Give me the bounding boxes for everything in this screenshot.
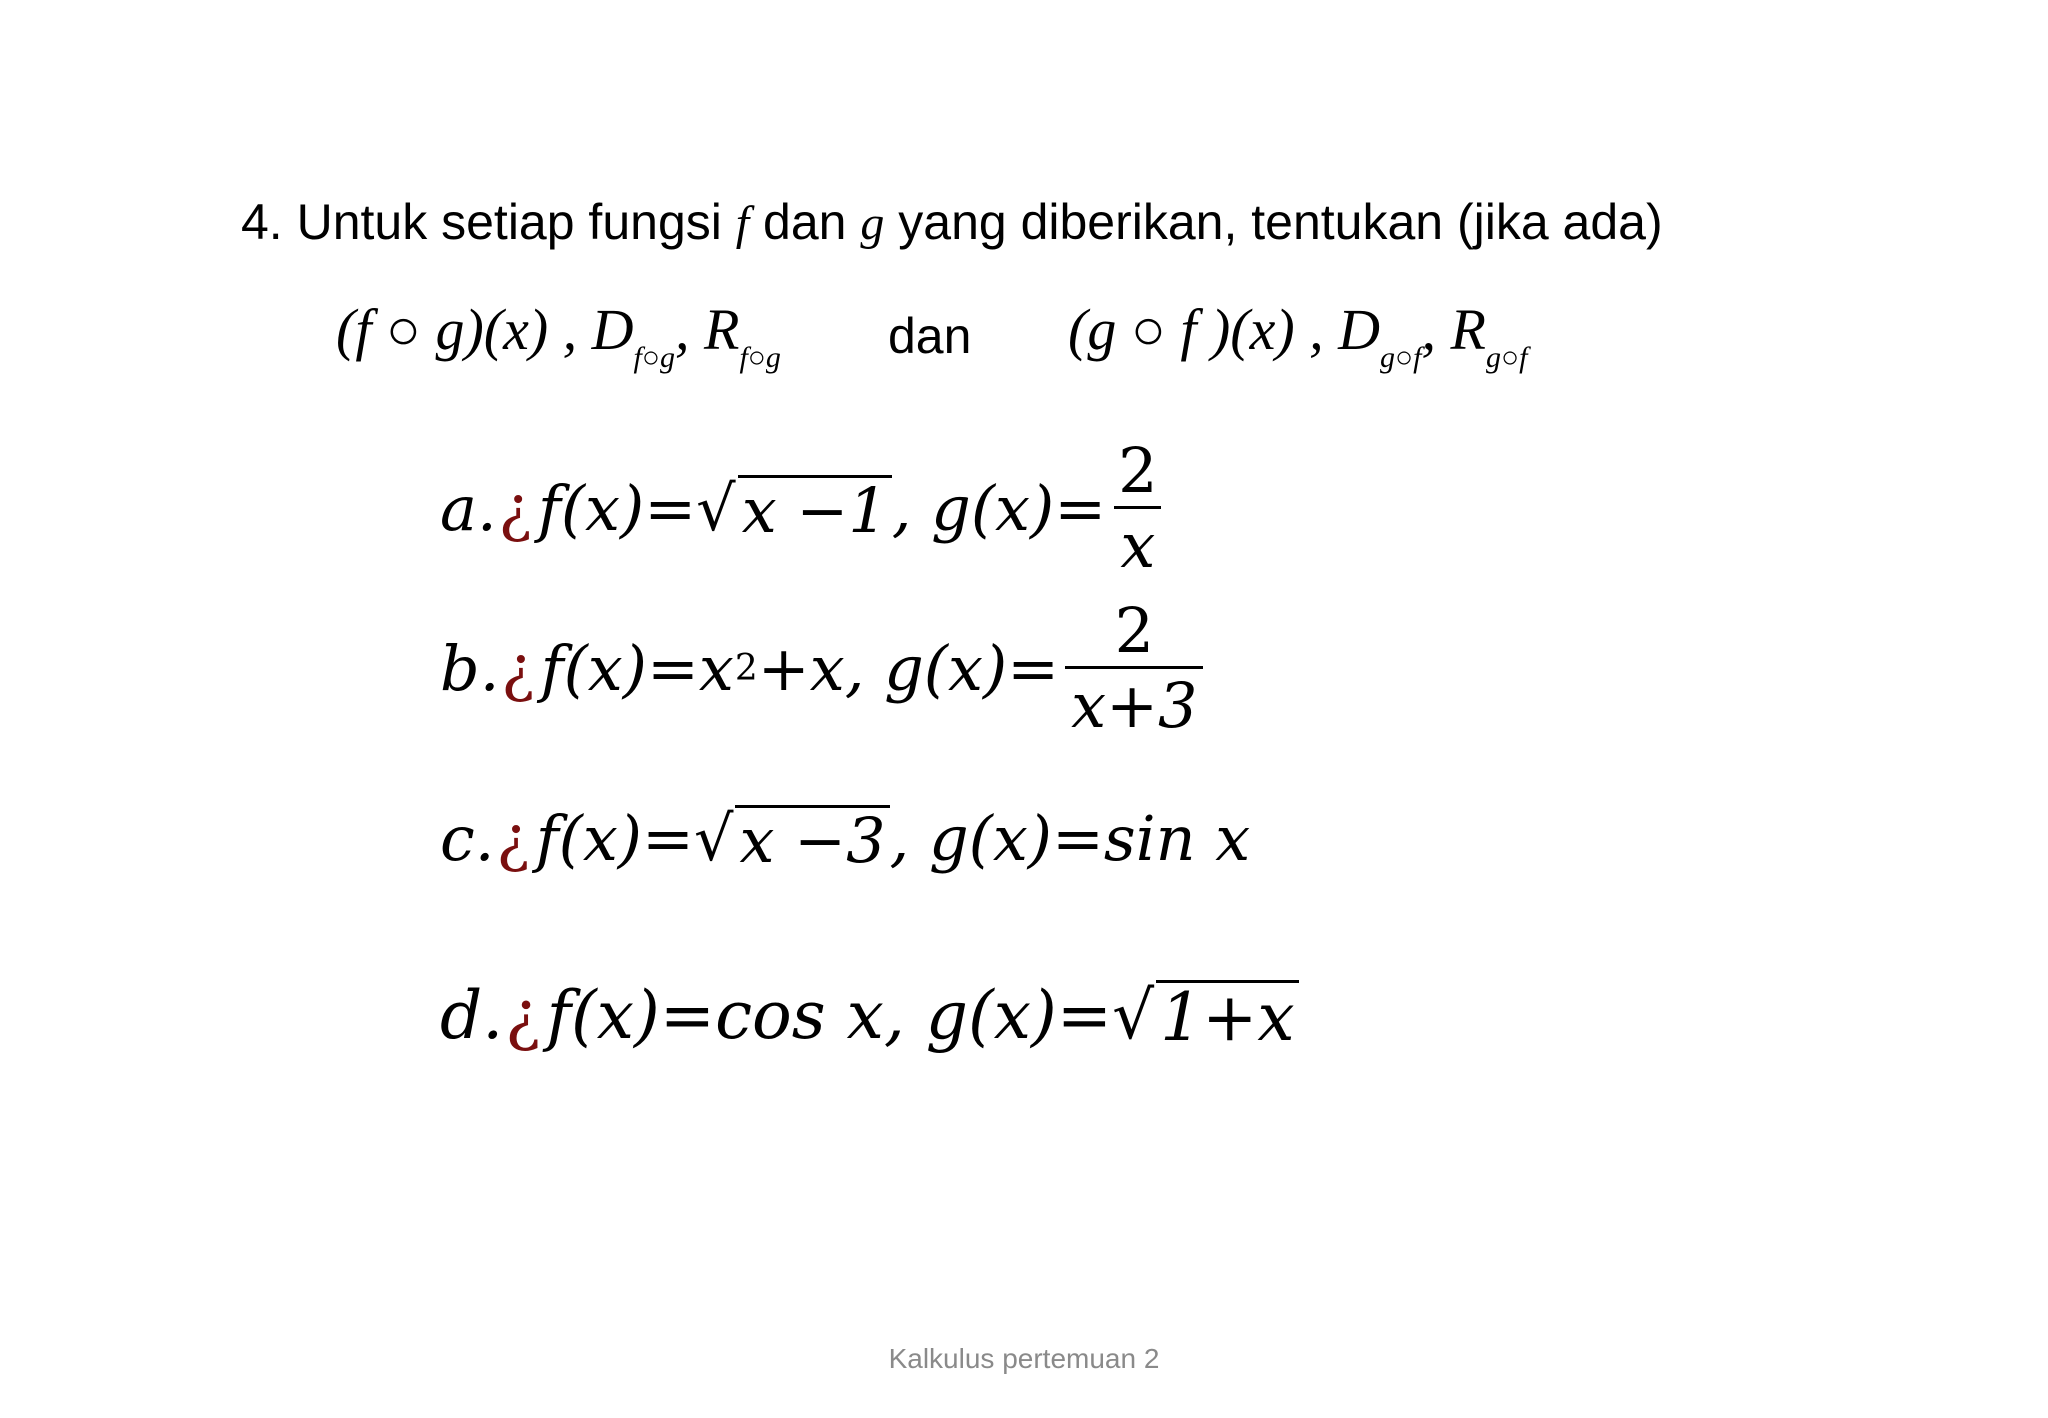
item-a-f-radicand: x −1 xyxy=(738,475,892,542)
composition-dan: dan xyxy=(888,308,972,364)
item-b-f-definition: f(x)=x xyxy=(540,631,734,705)
item-d-f-definition: f(x)=cos x xyxy=(546,976,884,1054)
composition-gf-expression: (g ○ f )(x) , xyxy=(1068,297,1324,362)
item-c-f-definition: f(x)= xyxy=(535,801,694,875)
composition-gf xyxy=(1068,290,1527,398)
item-b xyxy=(440,594,1203,742)
item-a xyxy=(440,434,1164,582)
range-fg-subscript: f○g xyxy=(739,341,781,374)
item-b-f-exponent: 2 xyxy=(734,647,758,689)
function-f-symbol: f xyxy=(735,197,750,250)
item-b-g-denominator: x+3 xyxy=(1065,666,1203,737)
item-d xyxy=(440,976,1299,1056)
item-b-label: b. xyxy=(440,631,500,705)
item-a-mark: ¿ xyxy=(498,471,532,545)
sqrt-icon: √ xyxy=(696,471,736,545)
domain-gf-symbol: D xyxy=(1338,297,1381,362)
item-a-g-fraction xyxy=(1112,434,1163,582)
item-b-g-definition: , g(x)= xyxy=(844,631,1060,705)
item-b-g-fraction xyxy=(1065,594,1203,742)
domain-fg-symbol: D xyxy=(591,297,634,362)
item-c-label: c. xyxy=(440,801,495,875)
domain-gf-subscript: g○f xyxy=(1380,341,1422,374)
item-d-g-radicand: 1+x xyxy=(1156,980,1299,1051)
item-c-mark: ¿ xyxy=(496,801,530,875)
item-b-g-numerator: 2 xyxy=(1114,594,1155,667)
item-d-g-definition: , g(x)= xyxy=(883,976,1113,1054)
item-a-label: a. xyxy=(440,471,497,545)
problem-text-start: Untuk setiap fungsi xyxy=(296,194,722,250)
item-c-f-radicand: x −3 xyxy=(735,805,889,872)
domain-fg-subscript: f○g xyxy=(633,341,676,374)
item-c xyxy=(440,801,1251,877)
range-gf-subscript: g○f xyxy=(1485,341,1528,374)
item-a-g-numerator: 2 xyxy=(1118,434,1158,507)
slide-footer: Kalkulus pertemuan 2 xyxy=(888,1343,1160,1374)
problem-number: 4. xyxy=(241,194,283,250)
item-b-mark: ¿ xyxy=(501,631,535,705)
item-a-g-denominator: x xyxy=(1114,506,1161,577)
item-d-label: d. xyxy=(440,976,504,1054)
item-a-f-definition: f(x)= xyxy=(537,471,697,545)
item-c-g-definition: , g(x)=sin x xyxy=(889,801,1251,875)
function-g-symbol: g xyxy=(860,197,885,250)
item-a-g-definition: , g(x)= xyxy=(891,471,1107,545)
problem-dan: dan xyxy=(763,194,847,250)
problem-text-end: yang diberikan, tentukan (jika ada) xyxy=(898,194,1663,250)
composition-fg xyxy=(336,290,781,398)
sqrt-icon: √ xyxy=(1112,976,1155,1054)
range-fg-symbol: , R xyxy=(675,297,740,362)
range-gf-symbol: , R xyxy=(1421,297,1486,362)
item-b-f-rest: +x xyxy=(757,631,845,705)
problem-statement xyxy=(241,188,1663,258)
item-d-mark: ¿ xyxy=(505,976,541,1054)
composition-fg-expression: (f ○ g)(x) , xyxy=(336,297,578,362)
sqrt-icon: √ xyxy=(693,801,734,875)
